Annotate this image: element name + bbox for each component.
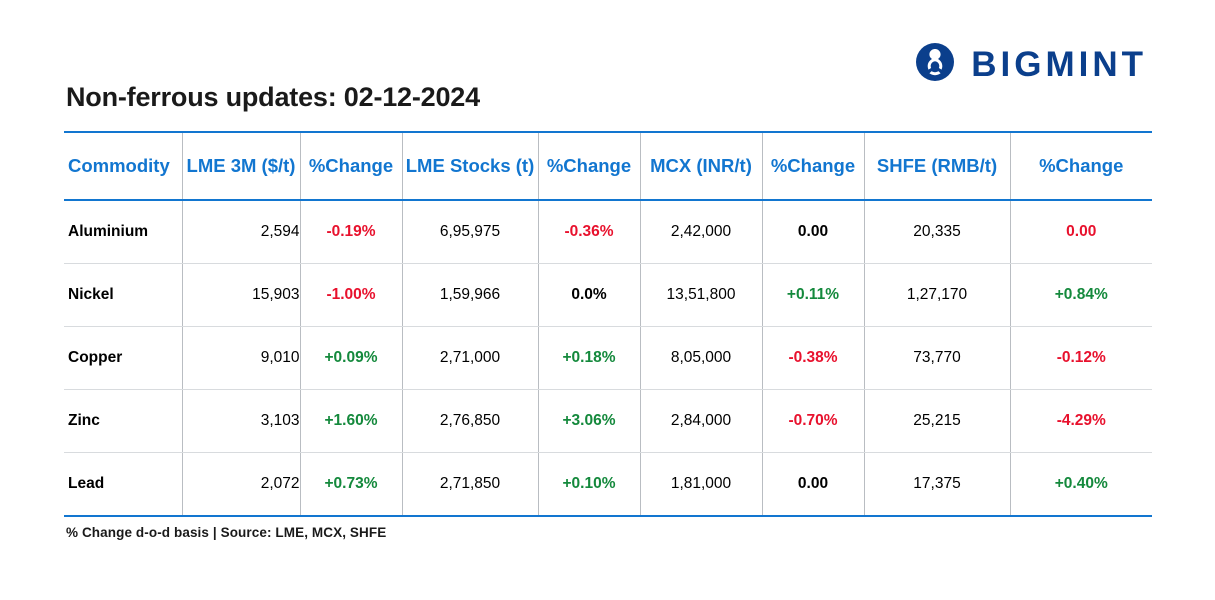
cell-mcx: 8,05,000: [640, 327, 762, 390]
cell-shfe: 20,335: [864, 200, 1010, 264]
cell-lme-stocks-change: +0.10%: [538, 453, 640, 517]
column-header-lme-stocks-change: %Change: [538, 132, 640, 200]
cell-shfe: 17,375: [864, 453, 1010, 517]
column-header-mcx: MCX (INR/t): [640, 132, 762, 200]
cell-mcx-change: -0.70%: [762, 390, 864, 453]
cell-lme-3m-change: +1.60%: [300, 390, 402, 453]
cell-lme-stocks-change: -0.36%: [538, 200, 640, 264]
cell-lme-stocks: 2,71,850: [402, 453, 538, 517]
cell-commodity: Lead: [64, 453, 182, 517]
cell-commodity: Aluminium: [64, 200, 182, 264]
table-row: [64, 200, 1152, 264]
non-ferrous-table-wrapper: [64, 131, 1152, 517]
table-row: [64, 327, 1152, 390]
cell-lme-stocks: 2,71,000: [402, 327, 538, 390]
cell-shfe: 1,27,170: [864, 264, 1010, 327]
table-body: [64, 200, 1152, 516]
cell-lme-3m: 3,103: [182, 390, 300, 453]
cell-mcx: 13,51,800: [640, 264, 762, 327]
cell-lme-3m-change: -0.19%: [300, 200, 402, 264]
brand-logo: [913, 42, 1147, 87]
column-header-lme-stocks: LME Stocks (t): [402, 132, 538, 200]
brand-name: BIGMINT: [971, 45, 1147, 84]
cell-mcx: 2,84,000: [640, 390, 762, 453]
cell-lme-3m: 9,010: [182, 327, 300, 390]
cell-shfe-change: +0.40%: [1010, 453, 1152, 517]
cell-mcx: 2,42,000: [640, 200, 762, 264]
cell-lme-3m: 15,903: [182, 264, 300, 327]
column-header-commodity: Commodity: [64, 132, 182, 200]
cell-mcx-change: -0.38%: [762, 327, 864, 390]
cell-lme-stocks: 2,76,850: [402, 390, 538, 453]
cell-mcx: 1,81,000: [640, 453, 762, 517]
cell-shfe-change: -0.12%: [1010, 327, 1152, 390]
column-header-shfe: SHFE (RMB/t): [864, 132, 1010, 200]
column-header-mcx-change: %Change: [762, 132, 864, 200]
cell-shfe: 25,215: [864, 390, 1010, 453]
cell-lme-stocks-change: +0.18%: [538, 327, 640, 390]
cell-shfe-change: -4.29%: [1010, 390, 1152, 453]
cell-lme-stocks-change: 0.0%: [538, 264, 640, 327]
column-header-lme-3m: LME 3M ($/t): [182, 132, 300, 200]
page-title: Non-ferrous updates: 02-12-2024: [66, 82, 480, 112]
cell-commodity: Copper: [64, 327, 182, 390]
table-row: [64, 264, 1152, 327]
non-ferrous-table: [64, 131, 1152, 517]
cell-lme-3m: 2,072: [182, 453, 300, 517]
cell-commodity: Nickel: [64, 264, 182, 327]
column-header-lme-3m-change: %Change: [300, 132, 402, 200]
cell-lme-stocks: 1,59,966: [402, 264, 538, 327]
cell-mcx-change: 0.00: [762, 453, 864, 517]
cell-shfe: 73,770: [864, 327, 1010, 390]
cell-mcx-change: +0.11%: [762, 264, 864, 327]
cell-lme-3m: 2,594: [182, 200, 300, 264]
table-header-row: [64, 132, 1152, 200]
cell-lme-stocks-change: +3.06%: [538, 390, 640, 453]
source-footnote: % Change d-o-d basis | Source: LME, MCX, SHFE: [66, 525, 387, 540]
bigmint-logo-icon: [913, 42, 957, 87]
table-row: [64, 453, 1152, 517]
cell-shfe-change: 0.00: [1010, 200, 1152, 264]
cell-shfe-change: +0.84%: [1010, 264, 1152, 327]
table-row: [64, 390, 1152, 453]
cell-lme-3m-change: -1.00%: [300, 264, 402, 327]
column-header-shfe-change: %Change: [1010, 132, 1152, 200]
cell-commodity: Zinc: [64, 390, 182, 453]
cell-lme-stocks: 6,95,975: [402, 200, 538, 264]
cell-lme-3m-change: +0.73%: [300, 453, 402, 517]
cell-mcx-change: 0.00: [762, 200, 864, 264]
cell-lme-3m-change: +0.09%: [300, 327, 402, 390]
